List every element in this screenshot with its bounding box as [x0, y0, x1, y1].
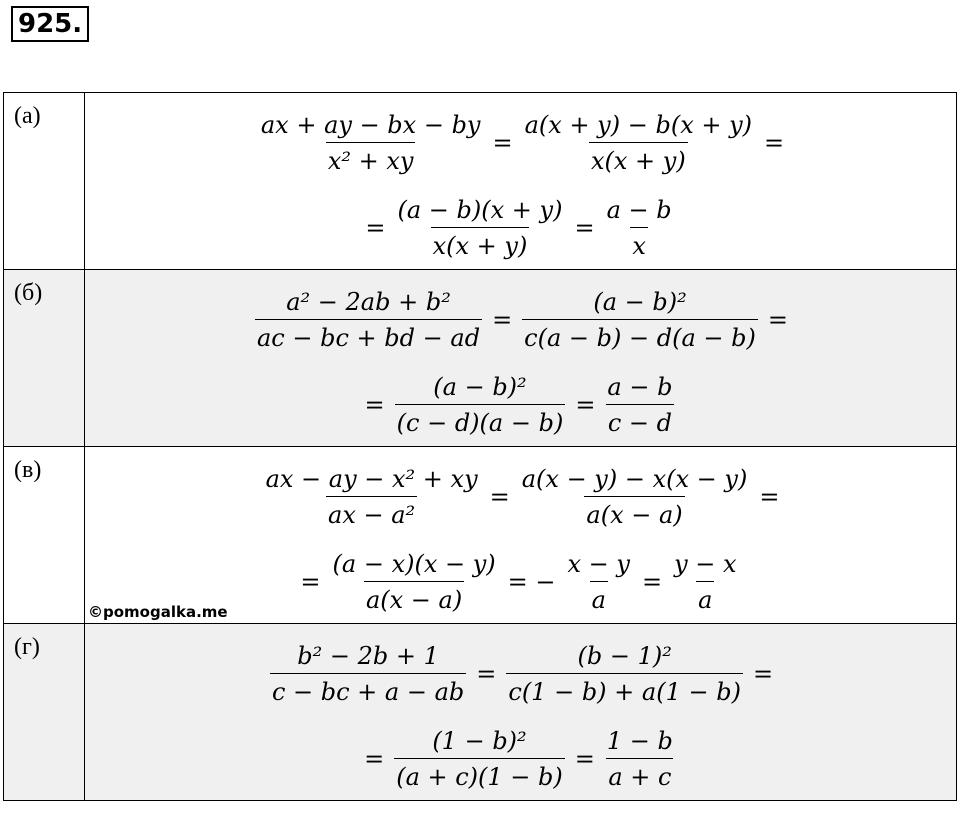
operator: =	[641, 568, 663, 596]
operator: =	[574, 214, 595, 242]
row-body	[85, 447, 957, 624]
fraction	[259, 113, 483, 173]
solution-row-g	[4, 624, 957, 801]
equation-line	[85, 718, 956, 800]
equation-line	[85, 624, 956, 718]
fraction	[270, 644, 466, 704]
numerator: ax + ay − bx − by	[260, 111, 481, 139]
operator: =	[489, 483, 510, 511]
operator: =	[574, 745, 595, 773]
row-label: (а)	[4, 93, 85, 270]
numerator: 1 − b	[606, 727, 673, 755]
row-label: (г)	[4, 624, 85, 801]
denominator: a	[696, 581, 714, 612]
denominator: x	[630, 227, 648, 258]
operator: =	[364, 745, 385, 773]
numerator: a² − 2ab + b²	[286, 288, 451, 316]
denominator: x(x + y)	[431, 227, 530, 258]
solution-row-v	[4, 447, 957, 624]
row-body	[85, 270, 957, 447]
operator: =	[364, 391, 385, 419]
numerator: (a − b)²	[593, 288, 687, 316]
denominator: a	[590, 581, 608, 612]
fraction	[264, 467, 480, 527]
numerator: (a − x)(x − y)	[332, 550, 496, 578]
row-body	[85, 624, 957, 801]
solution-table	[3, 92, 957, 801]
row-label: (б)	[4, 270, 85, 447]
fraction	[605, 198, 674, 258]
denominator: a + c	[606, 758, 673, 789]
equation-line	[85, 93, 956, 187]
denominator: a(x − a)	[584, 496, 684, 527]
numerator: a(x + y) − b(x + y)	[524, 111, 753, 139]
equation-line	[85, 187, 956, 269]
fraction	[255, 290, 482, 350]
operator: =	[476, 660, 497, 688]
fraction	[506, 644, 743, 704]
numerator: x − y	[567, 550, 630, 578]
fraction	[395, 375, 566, 435]
fraction	[331, 552, 498, 612]
fraction	[566, 552, 632, 612]
problem-number: 925.	[11, 6, 89, 42]
operator: =	[492, 306, 513, 334]
numerator: (a − b)²	[433, 373, 527, 401]
equation-line	[85, 364, 956, 446]
numerator: a(x − y) − x(x − y)	[521, 465, 748, 493]
row-label: (в)	[4, 447, 85, 624]
operator: =	[300, 568, 321, 596]
numerator: (1 − b)²	[432, 727, 527, 755]
fraction	[522, 290, 758, 350]
numerator: a − b	[607, 373, 673, 401]
denominator: c(a − b) − d(a − b)	[522, 319, 758, 350]
operator: =	[365, 214, 386, 242]
equation-line	[85, 270, 956, 364]
operator: = −	[507, 568, 556, 596]
operator: =	[767, 306, 788, 334]
denominator: ax − a²	[326, 496, 417, 527]
numerator: y − x	[674, 550, 737, 578]
operator: =	[752, 660, 774, 688]
denominator: a(x − a)	[364, 581, 464, 612]
denominator: x(x + y)	[589, 142, 688, 173]
fraction	[672, 552, 738, 612]
operator: =	[492, 129, 513, 157]
denominator: (a + c)(1 − b)	[394, 758, 565, 789]
fraction	[394, 729, 565, 789]
numerator: a − b	[606, 196, 672, 224]
fraction	[523, 113, 754, 173]
solution-row-a	[4, 93, 957, 270]
numerator: b² − 2b + 1	[297, 642, 439, 670]
denominator: x² + xy	[326, 142, 416, 173]
denominator: c − d	[606, 404, 674, 435]
numerator: ax − ay − x² + xy	[265, 465, 478, 493]
fraction	[396, 198, 565, 258]
watermark: ©pomogalka.me	[88, 603, 228, 621]
denominator: (c − d)(a − b)	[395, 404, 566, 435]
solution-row-b	[4, 270, 957, 447]
numerator: (b − 1)²	[577, 642, 672, 670]
denominator: ac − bc + bd − ad	[255, 319, 482, 350]
row-body	[85, 93, 957, 270]
operator: =	[759, 483, 780, 511]
fraction	[605, 375, 674, 435]
denominator: c − bc + a − ab	[270, 673, 466, 704]
operator: =	[575, 391, 596, 419]
fraction	[605, 729, 675, 789]
denominator: c(1 − b) + a(1 − b)	[506, 673, 743, 704]
operator: =	[764, 129, 785, 157]
numerator: (a − b)(x + y)	[397, 196, 563, 224]
fraction	[520, 467, 750, 527]
equation-line	[85, 447, 956, 541]
